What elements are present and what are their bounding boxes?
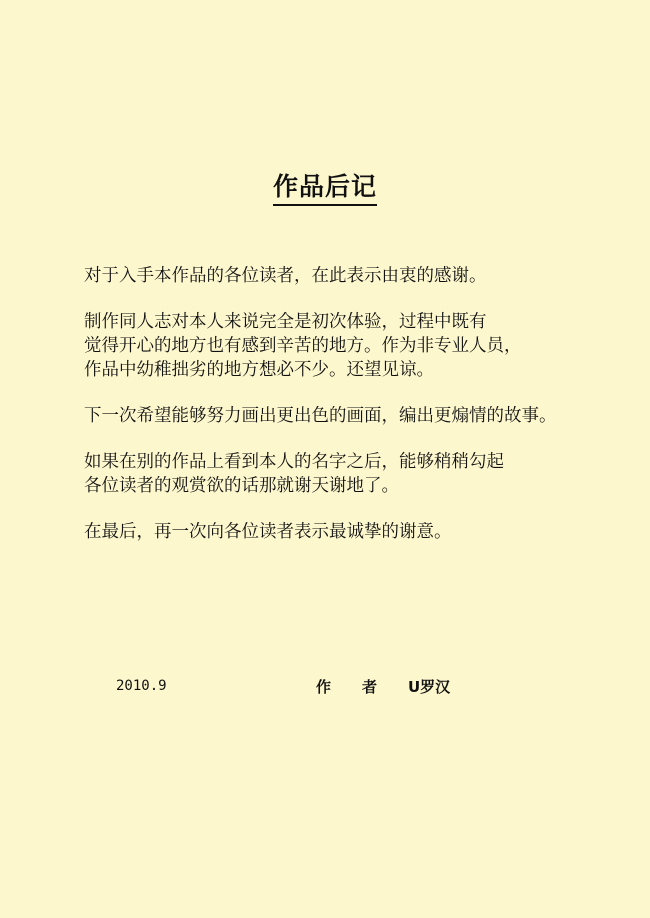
paragraph-line: 作品中幼稚拙劣的地方想必不少。还望见谅。 (84, 360, 434, 380)
paragraph-line: 对于入手本作品的各位读者，在此表示由衷的感谢。 (84, 266, 487, 286)
paragraph-line: 觉得开心的地方也有感到辛苦的地方。作为非专业人员， (84, 336, 522, 356)
paragraph-line: 制作同人志对本人来说完全是初次体验，过程中既有 (84, 312, 487, 332)
afterword-body (84, 264, 624, 566)
author-role-char-2: 者 (362, 678, 378, 696)
paragraph-line: 如果在别的作品上看到本人的名字之后，能够稍稍勾起 (84, 452, 504, 472)
paragraph-3 (84, 404, 624, 428)
paragraph-1 (84, 264, 624, 288)
paragraph-line: 各位读者的观赏欲的话那就谢天谢地了。 (84, 476, 399, 496)
author-role-char-1: 作 (316, 678, 332, 696)
page-title-text: 作品后记 (273, 172, 377, 206)
author-name: U罗汉 (408, 678, 451, 696)
signature-footer (0, 676, 650, 700)
paragraph-5 (84, 520, 624, 544)
paragraph-4 (84, 450, 624, 498)
date-label: 2010.9 (116, 678, 167, 694)
paragraph-line: 在最后，再一次向各位读者表示最诚挚的谢意。 (84, 522, 452, 542)
paragraph-2 (84, 310, 624, 382)
paragraph-line: 下一次希望能够努力画出更出色的画面，编出更煽情的故事。 (84, 406, 557, 426)
page-title (0, 172, 650, 206)
